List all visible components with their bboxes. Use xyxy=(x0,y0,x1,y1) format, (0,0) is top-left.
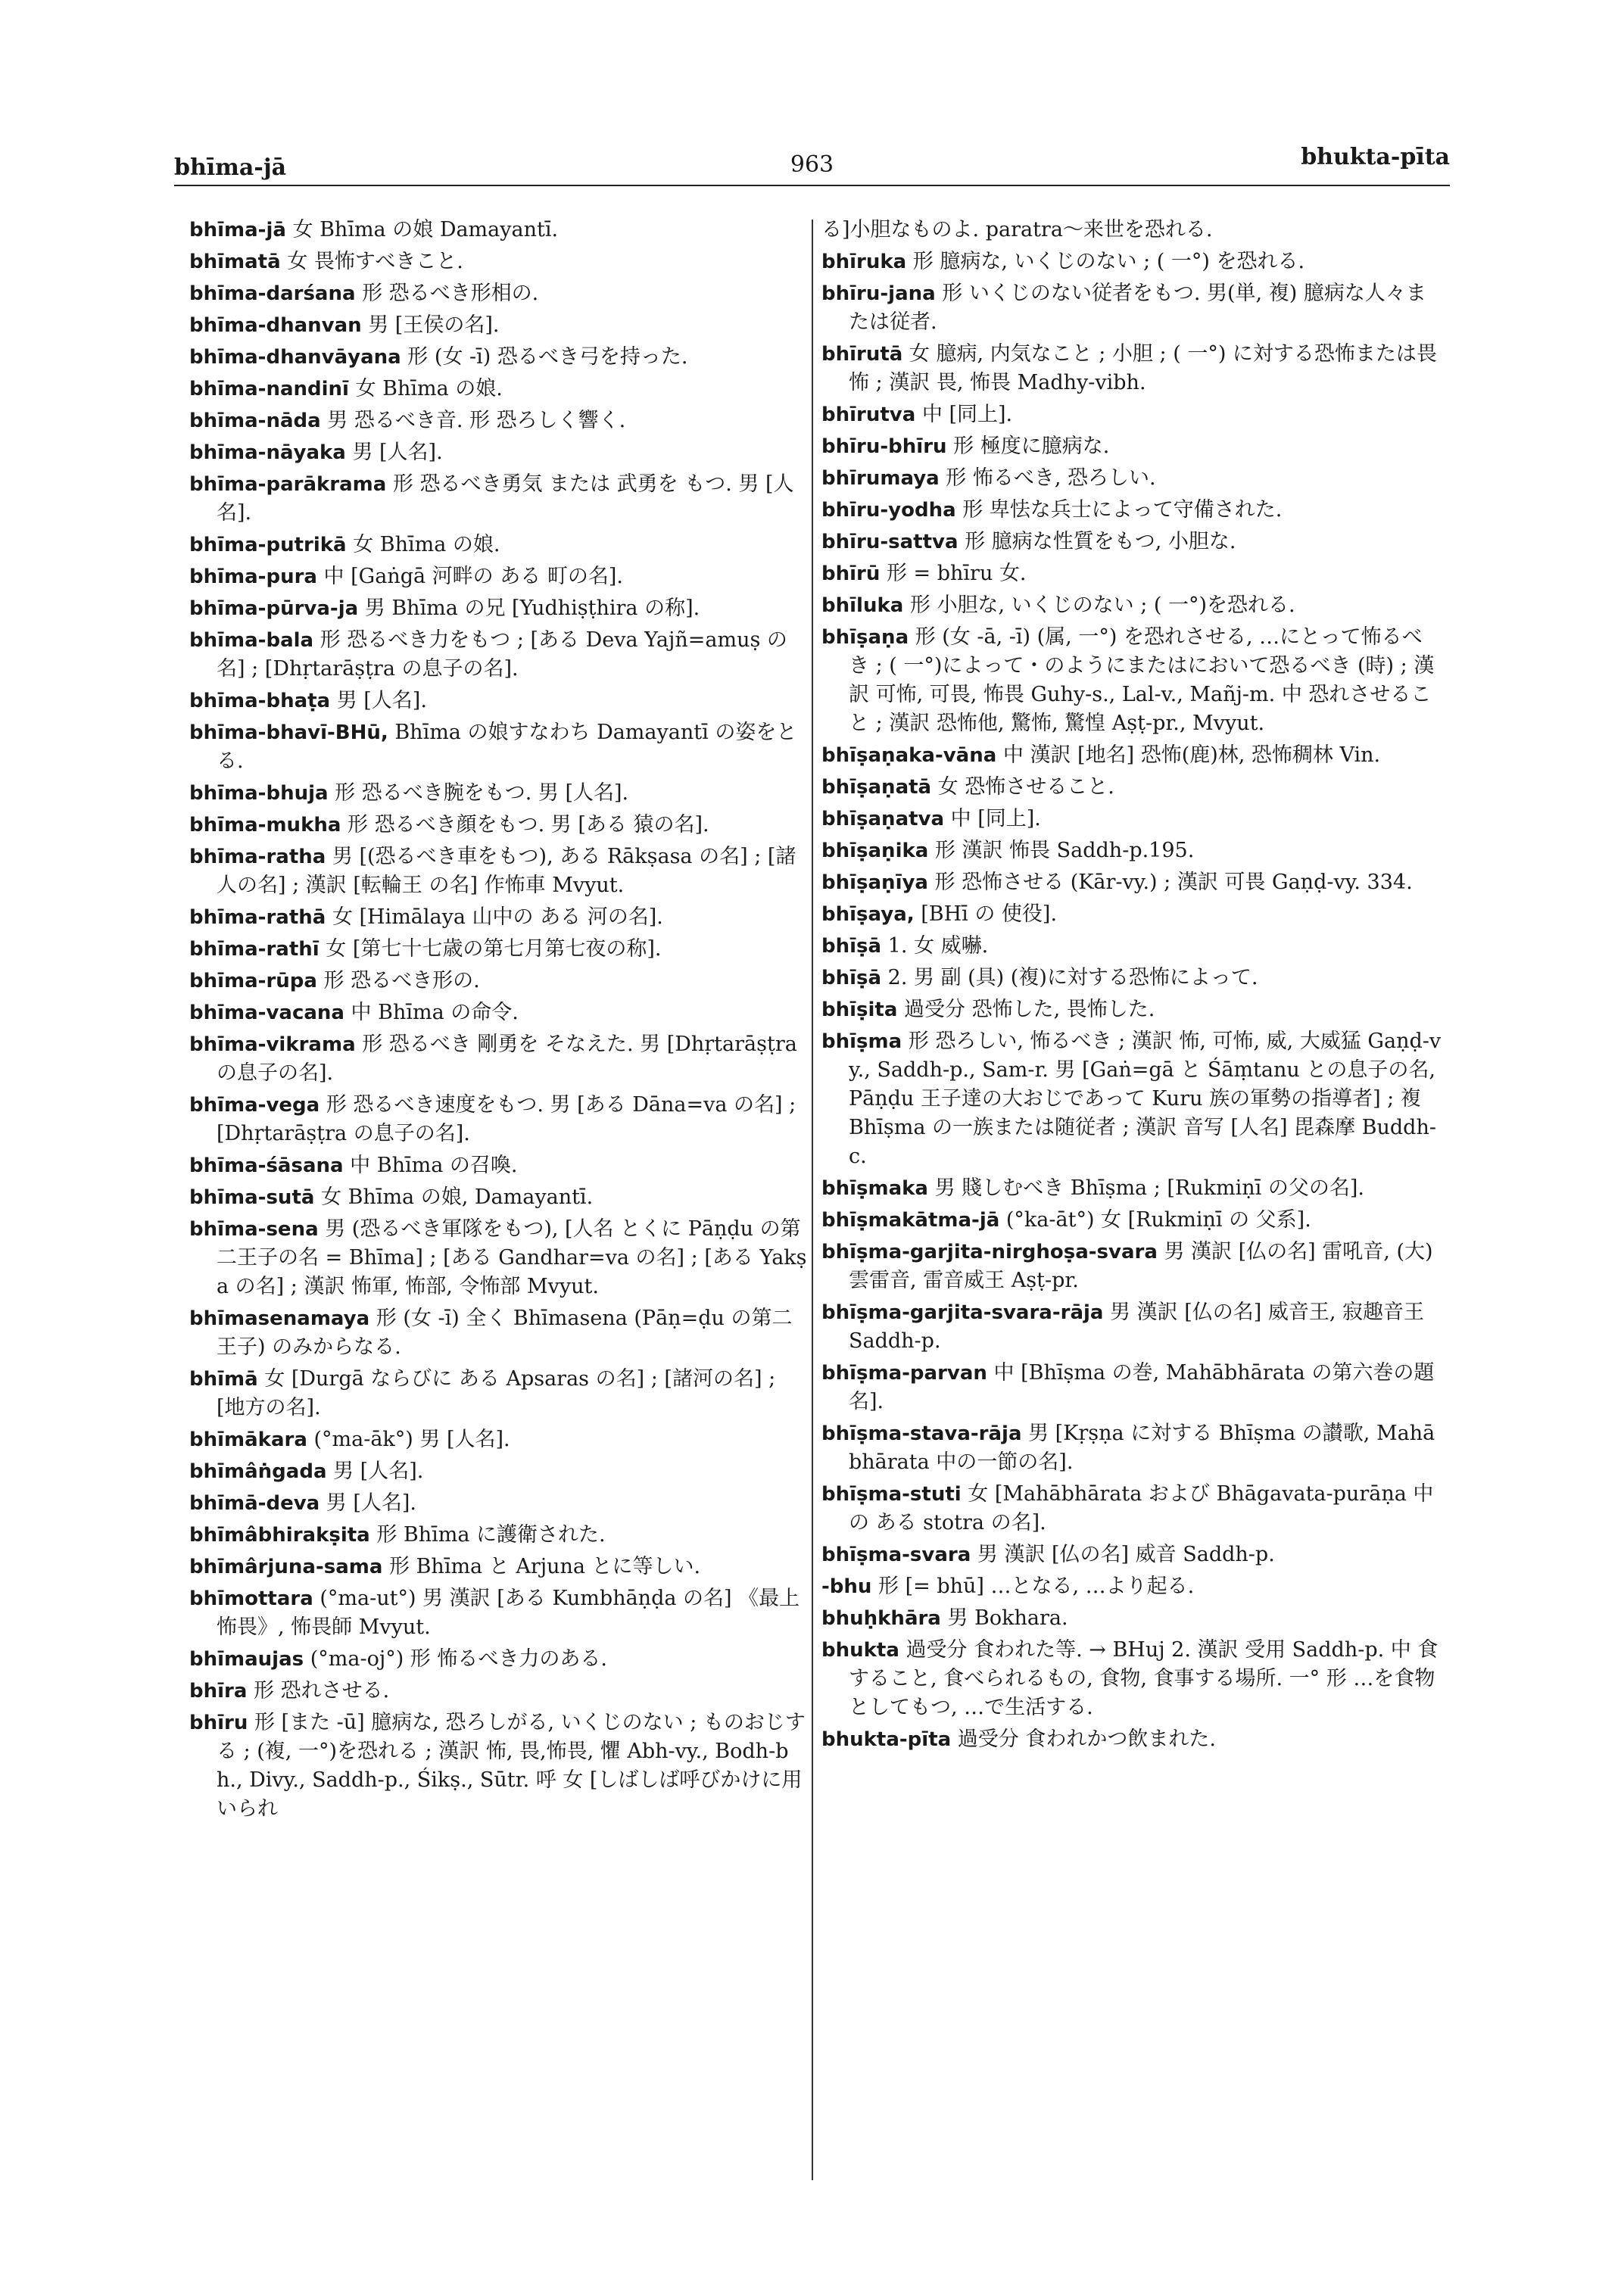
headword: bhīmatā xyxy=(189,251,281,273)
dictionary-entry xyxy=(189,967,810,995)
headword: bhīma-dhanvan xyxy=(189,314,362,337)
dictionary-entry xyxy=(821,400,1442,429)
definition: 男 (恐るべき軍隊をもつ), [人名 とくに Pāṇḍu の第二王子の名 = Bhīma] ; [ある Gandhar=va の名] ; [ある Yakṣa の名] ; 漢訳 怖軍, 怖部, 令怖部 Mvyut. xyxy=(217,1217,807,1298)
definition: 男 Bokhara. xyxy=(940,1606,1068,1630)
definition: 形 恐るべき形の. xyxy=(316,969,480,992)
headword: bhīma-jā xyxy=(189,219,286,241)
headword: bhukta-pīta xyxy=(821,1728,952,1751)
headword: bhīma-ratha xyxy=(189,846,326,868)
headword: bhīru xyxy=(189,1712,248,1734)
header-rule xyxy=(174,185,1450,186)
definition: 女 [Mahābhārata および Bhāgavata-purāṇa 中の ある stotra の名]. xyxy=(849,1482,1434,1534)
header-left-guide-word: bhīma-jā xyxy=(174,154,287,181)
headword: bhīṣmaka xyxy=(821,1177,928,1200)
dictionary-entry xyxy=(821,1174,1442,1203)
definition: 中 [Gaṅgā 河畔の ある 町の名]. xyxy=(316,565,623,588)
dictionary-entry xyxy=(821,559,1442,588)
dictionary-entry xyxy=(189,1151,810,1180)
dictionary-entry xyxy=(821,773,1442,802)
dictionary-entry xyxy=(821,741,1442,770)
definition: 男 [人名]. xyxy=(320,1491,417,1515)
headword: bhīma-bala xyxy=(189,629,314,652)
headword: bhīṣaṇika xyxy=(821,840,929,862)
headword: bhīra xyxy=(189,1680,248,1703)
headword: bhīma-sutā xyxy=(189,1186,315,1209)
dictionary-entry xyxy=(821,964,1442,992)
dictionary-entry xyxy=(189,843,810,900)
definition: 女 [Himālaya 山中の ある 河の名]. xyxy=(326,905,663,929)
headword: bhīma-mukha xyxy=(189,814,341,837)
headword: bhīma-bhaṭa xyxy=(189,690,331,712)
page-header xyxy=(174,144,1450,189)
header-right-guide-word: bhukta-pīta xyxy=(1301,144,1450,170)
headword: bhīma-parākrama xyxy=(189,473,387,496)
headword: bhīruka xyxy=(821,251,907,273)
definition: 2. 男 副 (具) (複)に対する恐怖によって. xyxy=(881,966,1258,989)
headword: bhīṣma-garjita-svara-rāja xyxy=(821,1301,1104,1324)
definition: 過受分 食われかつ飲まれた. xyxy=(951,1728,1216,1751)
dictionary-entry xyxy=(821,216,1442,245)
headword: bhīru-bhīru xyxy=(821,435,947,458)
definition: 形 恐るべき力をもつ ; [ある Deva Yajñ=amuṣ の名] ; [Dhṛtarāṣṭra の息子の名]. xyxy=(217,628,787,681)
dictionary-entry xyxy=(821,837,1442,865)
definition: 女 臆病, 内気なこと ; 小胆 ; ( 一°) に対する恐怖または畏怖 ; 漢訳 畏, 怖畏 Madhy-vibh. xyxy=(849,342,1437,394)
headword: bhīṣaya, xyxy=(821,903,915,926)
dictionary-entry xyxy=(189,718,810,776)
dictionary-entry xyxy=(189,279,810,308)
definition: 女 [第七十七歳の第七月第七夜の称]. xyxy=(319,937,662,961)
dictionary-entry xyxy=(189,343,810,372)
headword: bhīṣma-parvan xyxy=(821,1362,987,1385)
headword: bhīma-putrikā xyxy=(189,534,347,556)
headword: bhīmākara xyxy=(189,1428,307,1451)
definition: (°ma-āk°) 男 [人名]. xyxy=(307,1428,510,1451)
headword: bhīmâbhirakṣita xyxy=(189,1524,370,1547)
definition: 中 [同上]. xyxy=(915,403,1013,426)
headword: bhīṣaṇa xyxy=(821,626,909,649)
definition: (°ka-āt°) 女 [Rukmiṇī の 父系]. xyxy=(999,1208,1311,1232)
definition: 形 臆病な性質をもつ, 小胆な. xyxy=(958,530,1236,553)
dictionary-entry xyxy=(189,562,810,591)
definition: 形 恐るべき腕をもつ. 男 [人名]. xyxy=(328,781,629,805)
headword: bhīru-jana xyxy=(821,282,936,305)
dictionary-entry xyxy=(189,1489,810,1518)
definition: 形 極度に臆病な. xyxy=(946,435,1110,458)
dictionary-entry xyxy=(821,1359,1442,1416)
dictionary-entry xyxy=(821,1298,1442,1356)
headword: bhīma-vikrama xyxy=(189,1033,356,1056)
dictionary-entry xyxy=(821,1636,1442,1722)
definition: 女 [Durgā ならびに ある Apsaras の名] ; [諸河の名] ; [地方の名]. xyxy=(217,1367,776,1419)
dictionary-entry xyxy=(189,1215,810,1301)
headword: bhīma-dhanvāyana xyxy=(189,346,401,369)
definition: (°ma-ut°) 男 漢訳 [ある Kumbhāṇḍa の名] 《最上怖畏》, 怖畏師 Mvyut. xyxy=(217,1587,800,1639)
headword: bhīma-rathī xyxy=(189,938,320,961)
definition: 形 漢訳 怖畏 Saddh-p.195. xyxy=(928,839,1195,862)
dictionary-entry xyxy=(821,528,1442,556)
dictionary-entry xyxy=(821,1725,1442,1754)
dictionary-entry xyxy=(189,1183,810,1212)
headword: bhīmârjuna-sama xyxy=(189,1556,383,1578)
headword: bhīṣaṇaka-vāna xyxy=(821,744,997,767)
headword: bhīṣma-svara xyxy=(821,1544,971,1566)
definition: 形 小胆な, いくじのない ; ( 一°)を恐れる. xyxy=(903,594,1295,617)
dictionary-entry xyxy=(821,1541,1442,1569)
headword: bhīṣaṇatā xyxy=(821,776,932,799)
definition: 女 Bhīma の娘. xyxy=(346,533,500,556)
dictionary-entry xyxy=(821,248,1442,276)
headword: bhīma-nāda xyxy=(189,410,321,432)
definition: 形 恐ろしい, 怖るべき ; 漢訳 怖, 可怖, 威, 大威猛 Gaṇḍ-vy., Saddh-p., Sam-r. 男 [Gaṅ=gā と Śāṃtanu との息子の名, Pāṇḍu 王子達の大おじであって Kuru 族の軍勢の指導者] ; 複 Bhīṣma の一族または随従者 ; 漢訳 音写 [人名] 毘森摩 Buddh-c. xyxy=(849,1030,1442,1168)
headword: bhīrutā xyxy=(821,343,903,366)
dictionary-entry xyxy=(821,805,1442,833)
definition: 男 [Kṛṣṇa に対する Bhīṣma の讃歌, Mahābhārata 中の一節の名]. xyxy=(849,1422,1435,1474)
definition: 形 怖るべき, 恐ろしい. xyxy=(939,466,1156,490)
dictionary-entry xyxy=(821,1206,1442,1235)
definition: 女 畏怖すべきこと. xyxy=(280,250,463,273)
dictionary-entry xyxy=(821,340,1442,397)
dictionary-entry xyxy=(189,626,810,684)
dictionary-entry xyxy=(189,999,810,1027)
dictionary-entry xyxy=(189,594,810,623)
dictionary-entry xyxy=(821,932,1442,961)
right-column xyxy=(821,216,1442,1757)
dictionary-entry xyxy=(189,1457,810,1486)
dictionary-entry xyxy=(189,935,810,964)
definition: 形 いくじのない従者をもつ. 男(単, 複) 臆病な人々または従者. xyxy=(849,282,1426,334)
headword: bhīṣaṇīya xyxy=(821,871,928,894)
dictionary-entry xyxy=(189,1521,810,1550)
definition: 形 (女 -ī) 恐るべき弓を持った. xyxy=(401,345,688,369)
dictionary-entry xyxy=(189,1091,810,1148)
definition: 女 Bhīma の娘 Damayantī. xyxy=(285,218,559,241)
headword: bhīma-rathā xyxy=(189,906,326,929)
definition: 形 = bhīru 女. xyxy=(880,562,1027,585)
headword: bhuḥkhāra xyxy=(821,1607,941,1630)
definition: 男 漢訳 [仏の名] 威音 Saddh-p. xyxy=(971,1543,1275,1566)
headword: bhīma-sena xyxy=(189,1218,319,1241)
column-divider xyxy=(812,220,813,2180)
dictionary-entry xyxy=(189,311,810,340)
definition: 形 (女 -ī) 全く Bhīmasena (Pāṇ=ḍu の第二王子) のみからなる. xyxy=(217,1307,793,1359)
headword: bhīṣā xyxy=(821,967,882,989)
definition: 形 恐るべき速度をもつ. 男 [ある Dāna=va の名] ; [Dhṛtarāṣṭra の息子の名]. xyxy=(217,1093,796,1145)
definition: 中 漢訳 [地名] 恐怖(鹿)林, 恐怖稠林 Vin. xyxy=(996,743,1381,767)
dictionary-entry xyxy=(189,903,810,932)
headword: bhīmâṅgada xyxy=(189,1460,327,1483)
headword: bhīma-pura xyxy=(189,565,317,588)
headword: bhīṣma-garjita-nirghoṣa-svara xyxy=(821,1241,1158,1263)
headword: bhīma-nandinī xyxy=(189,378,349,400)
headword: -bhu xyxy=(821,1575,872,1598)
definition: 男 賤しむべき Bhīṣma ; [Rukmiṇī の父の名]. xyxy=(927,1176,1364,1200)
headword: bhīma-bhuja xyxy=(189,782,329,805)
headword: bhīṣma xyxy=(821,1030,902,1053)
headword: bhīṣita xyxy=(821,999,898,1021)
headword: bhīmottara xyxy=(189,1587,313,1610)
definition: 形 Bhīma と Arjuna とに等しい. xyxy=(382,1555,701,1578)
definition: [BHī の 使役]. xyxy=(914,902,1058,926)
dictionary-entry xyxy=(189,687,810,715)
dictionary-entry xyxy=(189,1304,810,1362)
definition: 女 Bhīma の娘. xyxy=(348,377,503,400)
headword: bhīma-darśana xyxy=(189,282,356,305)
definition: 女 恐怖させること. xyxy=(931,775,1114,799)
definition: 男 [(恐るべき車をもつ), ある Rākṣasa の名] ; [諸人の名] ; 漢訳 [転輪王 の名] 作怖車 Mvyut. xyxy=(217,845,796,897)
dictionary-entry xyxy=(821,279,1442,337)
dictionary-entry xyxy=(189,1425,810,1454)
dictionary-entry xyxy=(189,531,810,559)
definition: 形 (女 -ā, -ī) (属, 一°) を恐れさせる, …にとって怖るべき ; ( 一°)によって・のようにまたはにおいて恐るべき (時) ; 漢訳 可怖, 可畏, 怖畏 Guhy-s., Lal-v., Mañj-m. 中 恐れさせること ; 漢訳 恐怖他, 驚怖, 驚惶 Aṣṭ-pr., Mvyut. xyxy=(849,625,1435,735)
definition: 形 臆病な, いくじのない ; ( 一°) を恐れる. xyxy=(906,250,1305,273)
headword: bhīrū xyxy=(821,562,881,585)
definition: 過受分 食われた等. → BHuj 2. 漢訳 受用 Saddh-p. 中 食すること, 食べられるもの, 食物, 食事する場所. 一° 形 …を食物としてもつ, …で生活する. xyxy=(849,1638,1439,1719)
page-number: 963 xyxy=(790,151,834,178)
dictionary-entry xyxy=(821,432,1442,461)
dictionary-entry xyxy=(189,1030,810,1088)
dictionary-entry xyxy=(821,496,1442,525)
headword: bhīrutva xyxy=(821,403,916,426)
dictionary-entry xyxy=(821,868,1442,897)
headword: bhīṣma-stuti xyxy=(821,1483,962,1506)
dictionary-entry xyxy=(821,1238,1442,1295)
headword: bhīṣaṇatva xyxy=(821,808,945,830)
headword: bhīṣmakātma-jā xyxy=(821,1209,1000,1232)
headword: bhīma-nāyaka xyxy=(189,441,346,464)
headword: bhīmaujas xyxy=(189,1648,304,1671)
headword: bhīru-yodha xyxy=(821,499,956,522)
dictionary-entry xyxy=(821,1572,1442,1601)
definition: 中 Bhīma の召喚. xyxy=(343,1154,518,1177)
dictionary-entry xyxy=(189,779,810,808)
dictionary-entry xyxy=(189,216,810,245)
dictionary-entry xyxy=(189,438,810,467)
dictionary-entry xyxy=(189,1709,810,1824)
dictionary-entry xyxy=(821,464,1442,493)
headword: bhīmā-deva xyxy=(189,1492,320,1515)
dictionary-entry xyxy=(821,1604,1442,1633)
headword: bhīma-bhavī-BHū, xyxy=(189,721,388,744)
dictionary-entry xyxy=(821,1480,1442,1537)
definition: 男 恐るべき音. 形 恐ろしく響く. xyxy=(320,409,626,432)
definition: 形 [また -ū] 臆病な, 恐ろしがる, いくじのない ; ものおじする ; (複, 一°)を恐れる ; 漢訳 怖, 畏,怖畏, 懼 Abh-vy., Bodh-bh., Divy., Saddh-p., Śikṣ., Sūtr. 呼 女 [しばしば呼びかけに用いられ xyxy=(217,1711,806,1821)
definition: Bhīma の娘すなわち Damayantī の姿をとる. xyxy=(217,721,797,773)
definition: 形 恐るべき勇気 または 武勇を もつ. 男 [人名]. xyxy=(217,472,794,525)
definition: 中 Bhīma の命令. xyxy=(344,1001,519,1024)
definition: 中 [Bhīṣma の巻, Mahābhārata の第六巻の題名]. xyxy=(849,1361,1435,1413)
dictionary-entry xyxy=(821,995,1442,1024)
dictionary-entry xyxy=(189,1365,810,1422)
definition: 中 [同上]. xyxy=(944,807,1041,830)
definition: 男 漢訳 [仏の名] 威音王, 寂趣音王 Saddh-p. xyxy=(849,1301,1425,1353)
dictionary-entry xyxy=(189,811,810,840)
definition: 男 [人名]. xyxy=(345,441,443,464)
dictionary-entry xyxy=(821,1419,1442,1477)
headword: bhīru-sattva xyxy=(821,531,959,553)
dictionary-entry xyxy=(189,407,810,435)
definition: 男 漢訳 [仏の名] 雷吼音, (大) 雲雷音, 雷音威王 Aṣṭ-pr. xyxy=(849,1240,1433,1292)
left-column xyxy=(189,216,810,1827)
headword: bhīrumaya xyxy=(821,467,940,490)
headword: bhīluka xyxy=(821,594,904,617)
headword: bhīmā xyxy=(189,1368,258,1391)
definition: 形 卑怯な兵士によって守備された. xyxy=(955,498,1283,522)
definition: 形 恐れさせる. xyxy=(247,1679,390,1703)
dictionary-entry xyxy=(821,623,1442,738)
dictionary-entry xyxy=(821,1027,1442,1171)
headword: bhīma-vacana xyxy=(189,1002,344,1024)
definition: 形 [= bhū] …となる, …より起る. xyxy=(871,1575,1195,1598)
definition: 形 恐るべき顔をもつ. 男 [ある 猿の名]. xyxy=(341,813,709,837)
definition: 形 恐るべき 剛勇を そなえた. 男 [Dhṛtarāṣṭra の息子の名]. xyxy=(217,1033,797,1085)
dictionary-entry xyxy=(821,900,1442,929)
dictionary-entry xyxy=(821,591,1442,620)
headword: bhīma-śāsana xyxy=(189,1154,344,1177)
definition: 男 [人名]. xyxy=(326,1460,424,1483)
definition: 女 Bhīma の娘, Damayantī. xyxy=(314,1185,594,1209)
dictionary-entry xyxy=(189,248,810,276)
definition: る]小胆なものよ. paratra～来世を恐れる. xyxy=(821,218,1213,241)
definition: 形 恐るべき形相の. xyxy=(355,282,539,305)
dictionary-entry xyxy=(189,1645,810,1674)
headword: bhīṣā xyxy=(821,935,882,958)
headword: bhukta xyxy=(821,1639,899,1662)
definition: 過受分 恐怖した, 畏怖した. xyxy=(897,998,1155,1021)
definition: 形 恐怖させる (Kār-vy.) ; 漢訳 可畏 Gaṇḍ-vy. 334. xyxy=(927,871,1413,894)
definition: 男 Bhīma の兄 [Yudhiṣṭhira の称]. xyxy=(358,597,700,620)
dictionary-entry xyxy=(189,470,810,528)
dictionary-entry xyxy=(189,375,810,403)
headword: bhīma-vega xyxy=(189,1094,320,1117)
dictionary-entry xyxy=(189,1677,810,1706)
definition: 男 [王侯の名]. xyxy=(361,313,500,337)
dictionary-entry xyxy=(189,1584,810,1642)
headword: bhīṣma-stava-rāja xyxy=(821,1422,1022,1445)
headword: bhīmasenamaya xyxy=(189,1307,370,1330)
headword: bhīma-pūrva-ja xyxy=(189,597,359,620)
definition: (°ma-oj°) 形 怖るべき力のある. xyxy=(304,1647,607,1671)
dictionary-entry xyxy=(189,1553,810,1581)
definition: 男 [人名]. xyxy=(330,689,427,712)
headword: bhīma-rūpa xyxy=(189,970,317,992)
definition: 形 Bhīma に護衛された. xyxy=(369,1523,606,1547)
definition: 1. 女 威嚇. xyxy=(881,934,989,958)
